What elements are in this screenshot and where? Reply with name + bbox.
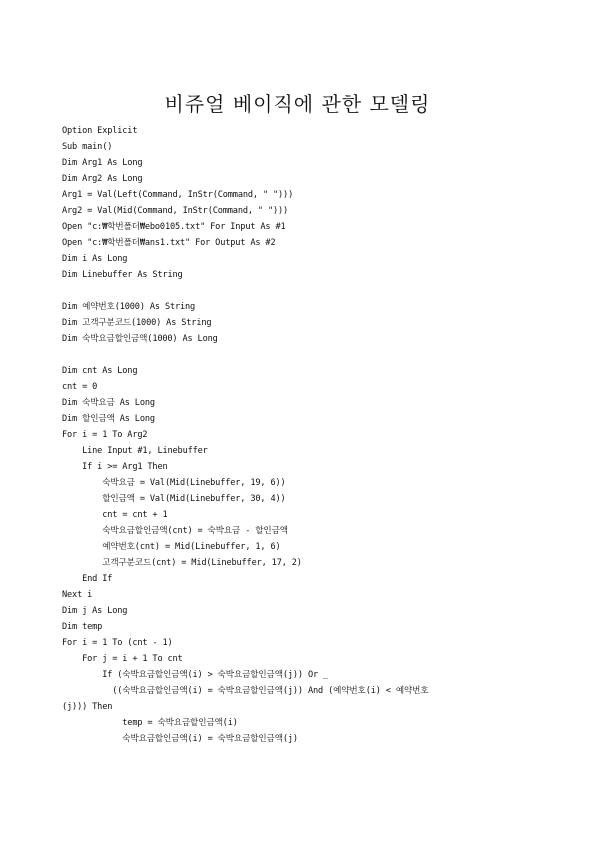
code-line: Arg2 = Val(Mid(Command, InStr(Command, " "))) — [62, 206, 289, 216]
code-line: Dim temp — [62, 622, 103, 632]
code-line: Arg1 = Val(Left(Command, InStr(Command, " "))) — [62, 190, 294, 200]
code-line: temp = 숙박요금할인금액(i) — [62, 718, 238, 728]
code-line: End If — [62, 574, 113, 584]
code-line: 숙박요금할인금액(i) = 숙박요금할인금액(j) — [62, 734, 298, 744]
code-line: 숙박요금 = Val(Mid(Linebuffer, 19, 6)) — [62, 478, 286, 488]
code-line: Open "c:₩학번폴더₩ebo0105.txt" For Input As #1 — [62, 222, 286, 232]
code-line: For i = 1 To Arg2 — [62, 430, 148, 440]
code-line: If i >= Arg1 Then — [62, 462, 168, 472]
code-line: Dim cnt As Long — [62, 366, 138, 376]
code-line: Next i — [62, 590, 93, 600]
code-line-continuation: (j))) Then — [62, 702, 113, 712]
code-line: Dim 숙박요금 As Long — [62, 398, 155, 408]
code-line: Dim i As Long — [62, 254, 128, 264]
code-line: Dim 할인금액 As Long — [62, 414, 155, 424]
code-line: Dim j As Long — [62, 606, 128, 616]
code-line: Dim 숙박요금할인금액(1000) As Long — [62, 334, 218, 344]
code-line: Dim Linebuffer As String — [62, 270, 183, 280]
code-line: Option Explicit — [62, 126, 138, 136]
code-line: 예약번호(cnt) = Mid(Linebuffer, 1, 6) — [62, 542, 281, 552]
code-line: For i = 1 To (cnt - 1) — [62, 638, 173, 648]
code-line: ((숙박요금할인금액(i) = 숙박요금할인금액(j)) And (예약번호(i) < 예약번호 — [62, 686, 429, 696]
code-line: 고객구분코드(cnt) = Mid(Linebuffer, 17, 2) — [62, 558, 302, 568]
code-line: Dim Arg2 As Long — [62, 174, 143, 184]
page-title: 비쥬얼 베이직에 관한 모델링 — [164, 92, 431, 116]
code-line: For j = i + 1 To cnt — [62, 654, 183, 664]
code-line: 숙박요금할인금액(cnt) = 숙박요금 - 할인금액 — [62, 526, 288, 536]
code-line: If (숙박요금할인금액(i) > 숙박요금할인금액(j)) Or _ — [62, 670, 329, 680]
code-line: Line Input #1, Linebuffer — [62, 446, 208, 456]
code-line: 할인금액 = Val(Mid(Linebuffer, 30, 4)) — [62, 494, 286, 504]
code-line: Dim 고객구분코드(1000) As String — [62, 318, 212, 328]
code-line: cnt = cnt + 1 — [62, 510, 168, 520]
code-line: Open "c:₩학번폴더₩ans1.txt" For Output As #2 — [62, 238, 276, 248]
code-line: cnt = 0 — [62, 382, 98, 392]
code-line: Dim Arg1 As Long — [62, 158, 143, 168]
code-line: Sub main() — [62, 142, 113, 152]
code-line: Dim 예약번호(1000) As String — [62, 302, 196, 312]
